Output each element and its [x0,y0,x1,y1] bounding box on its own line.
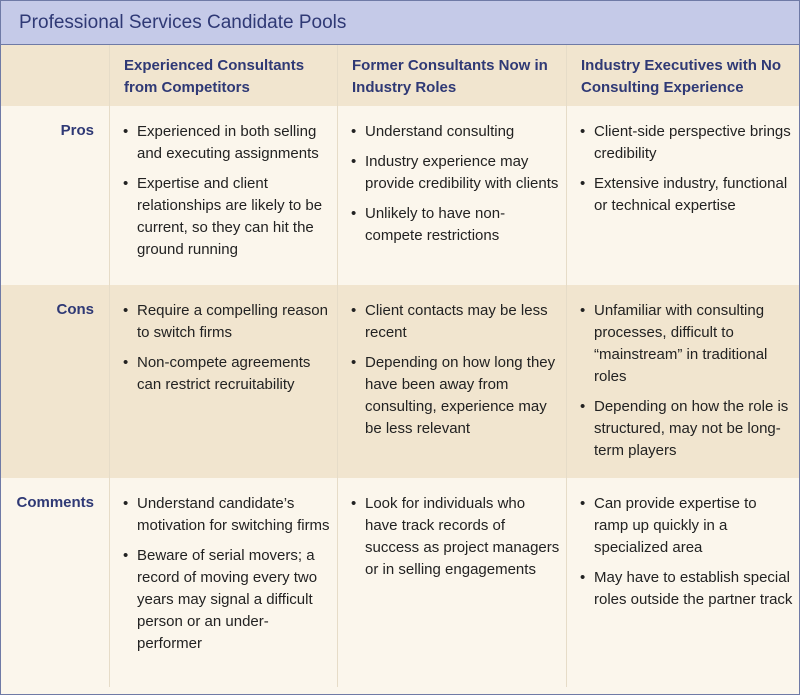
list-item: • Understand candidate’s motivation for switching firms [123,493,331,537]
cons-industry-executives-cell [567,285,799,478]
row-label-cons: Cons [1,285,110,478]
column-header-industry-executives: Industry Executives with No Consulting Experience [567,45,799,106]
column-header-competitors: Experienced Consultants from Competitors [110,45,338,106]
cons-competitors-cell [110,285,338,478]
list-item: • Can provide expertise to ramp up quickly in a specialized area [580,493,793,559]
title-bar [1,1,799,45]
list-item: • Unfamiliar with consulting processes, difficult to “mainstream” in traditional roles [580,300,793,388]
list-item: • Look for individuals who have track records of success as project managers or in selling engagements [351,493,560,581]
list-item: • Client-side perspective brings credibility [580,121,793,165]
list-item: • Expertise and client relationships are likely to be current, so they can hit the ground running [123,173,331,261]
list-item: • Client contacts may be less recent [351,300,560,344]
list-item: • Depending on how long they have been away from consulting, experience may be less relevant [351,352,560,440]
comments-competitors-cell [110,478,338,687]
table-title: Professional Services Candidate Pools [19,11,347,33]
comments-former-consultants-cell [338,478,567,687]
pros-former-consultants-cell [338,106,567,285]
comments-industry-executives-cell [567,478,799,687]
corner-cell [1,45,110,106]
list-item: • Industry experience may provide credibility with clients [351,151,560,195]
column-header-former-consultants: Former Consultants Now in Industry Roles [338,45,567,106]
list-item: • Extensive industry, functional or technical expertise [580,173,793,217]
list-item: • Depending on how the role is structured, may not be long-term players [580,396,793,462]
list-item: • Understand consulting [351,121,560,143]
pros-industry-executives-cell [567,106,799,285]
table-grid [1,45,799,687]
row-label-pros: Pros [1,106,110,285]
list-item: • Require a compelling reason to switch firms [123,300,331,344]
row-label-comments: Comments [1,478,110,687]
list-item: • Unlikely to have non-compete restrictions [351,203,560,247]
cons-former-consultants-cell [338,285,567,478]
list-item: • Non-compete agreements can restrict recruitability [123,352,331,396]
pros-competitors-cell [110,106,338,285]
list-item: • Experienced in both selling and executing assignments [123,121,331,165]
list-item: • May have to establish special roles outside the partner track [580,567,793,611]
list-item: • Beware of serial movers; a record of moving every two years may signal a difficult person or an under-performer [123,545,331,655]
